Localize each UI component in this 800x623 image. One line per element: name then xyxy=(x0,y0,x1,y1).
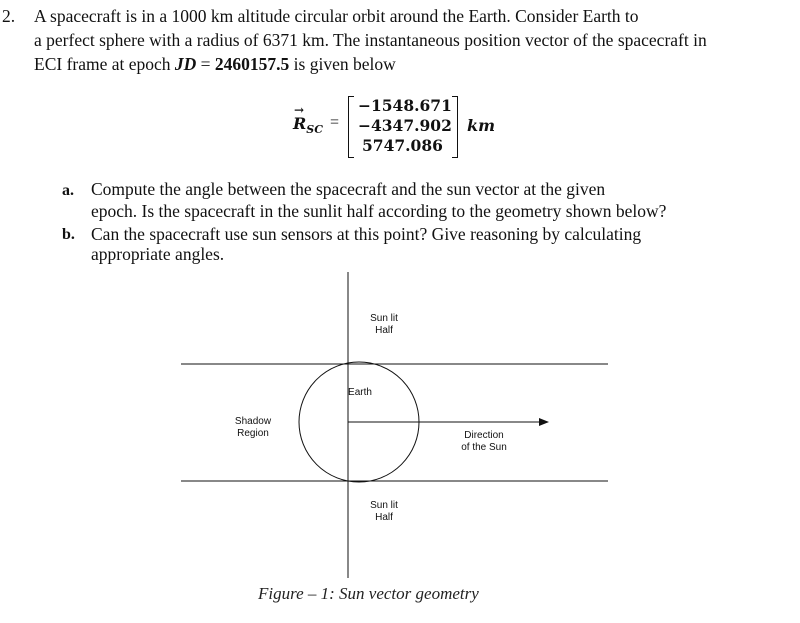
jd-symbol: JD xyxy=(174,54,197,74)
problem-line-2: a perfect sphere with a radius of 6371 km. The instantaneous position vector of the spacecraft in xyxy=(34,30,707,50)
equation-equals: = xyxy=(330,114,340,131)
item-a-label: a. xyxy=(62,182,74,199)
top-sunlit-label-line-1: Sun lit xyxy=(370,313,398,324)
item-b-line-1: Can the spacecraft use sun sensors at this point? Give reasoning by calculating xyxy=(91,224,642,244)
jd-value: 2460157.5 xyxy=(214,54,290,74)
earth-label: Earth xyxy=(348,387,372,398)
shadow-region-label xyxy=(228,416,278,440)
top-sunlit-label xyxy=(362,313,406,337)
shadow-label-line-2: Region xyxy=(237,428,269,439)
line3-prefix: ECI frame at epoch xyxy=(34,54,175,74)
problem-line-1: A spacecraft is in a 1000 km altitude circular orbit around the Earth. Consider Earth to xyxy=(34,6,639,26)
jd-equals: = xyxy=(196,54,215,74)
vector-arrow-icon: → xyxy=(294,103,305,117)
equation-unit: km xyxy=(467,116,496,135)
bottom-sunlit-label-line-1: Sun lit xyxy=(370,500,398,511)
item-b-label: b. xyxy=(62,226,75,243)
item-a-line-2: epoch. Is the spacecraft in the sunlit half according to the geometry shown below? xyxy=(91,201,667,221)
vector-subscript: SC xyxy=(306,123,323,137)
line3-suffix: is given below xyxy=(289,54,396,74)
top-sunlit-label-line-2: Half xyxy=(375,325,393,336)
sun-direction-label-line-1: Direction xyxy=(464,430,504,441)
vector-letter: R xyxy=(293,114,307,133)
matrix-value-y: −4347.902 xyxy=(358,116,452,135)
item-b-line-2: appropriate angles. xyxy=(91,244,225,264)
matrix-value-x: −1548.671 xyxy=(358,96,452,115)
problem-number: 2. xyxy=(2,6,16,26)
item-a-line-1: Compute the angle between the spacecraft and the sun vector at the given xyxy=(91,179,606,199)
matrix-value-z: 5747.086 xyxy=(362,136,443,155)
sun-direction-label-line-2: of the Sun xyxy=(461,442,507,453)
sun-direction-arrow-icon xyxy=(539,418,549,426)
bottom-sunlit-label-line-2: Half xyxy=(375,512,393,523)
shadow-label-line-1: Shadow xyxy=(234,416,272,427)
sun-direction-label xyxy=(452,430,516,454)
bottom-sunlit-label xyxy=(362,500,406,524)
figure-caption: Figure – 1: Sun vector geometry xyxy=(258,584,479,603)
